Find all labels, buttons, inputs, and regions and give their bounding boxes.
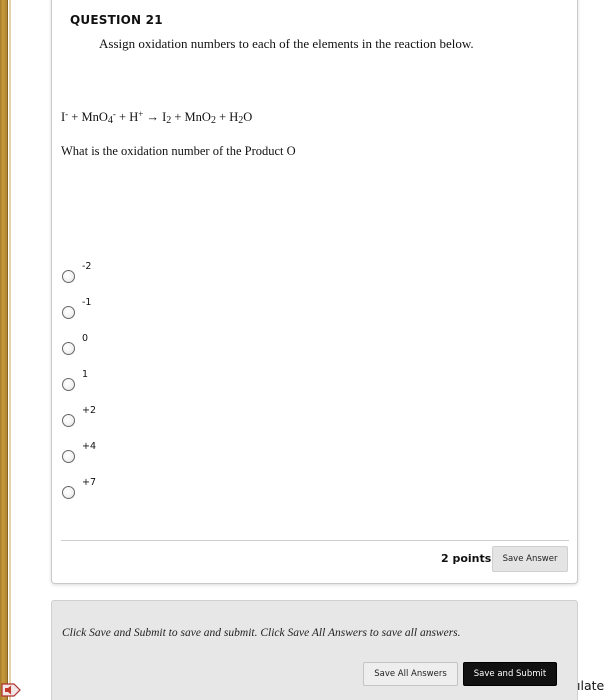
product-water-o: O bbox=[243, 110, 253, 124]
option-label: 1 bbox=[82, 369, 89, 380]
reactant-permanganate-subscript: 4 bbox=[107, 115, 113, 126]
reactant-iodide: I bbox=[61, 110, 66, 124]
answer-option[interactable] bbox=[62, 477, 122, 507]
product-water-h: H bbox=[229, 110, 239, 124]
question-prompt: Assign oxidation numbers to each of the elements in the reaction below. bbox=[99, 36, 474, 51]
question-title: QUESTION 21 bbox=[70, 13, 163, 27]
footer-divider bbox=[61, 540, 569, 541]
submit-panel bbox=[51, 600, 578, 700]
answer-option[interactable] bbox=[62, 297, 122, 327]
product-water-subscript: 2 bbox=[238, 115, 244, 126]
reactant-hydrogen-ion: H bbox=[129, 110, 139, 124]
save-all-answers-button[interactable]: Save All Answers bbox=[363, 662, 458, 686]
save-and-submit-button[interactable]: Save and Submit bbox=[463, 662, 557, 686]
reactant-hydrogen-charge: + bbox=[138, 109, 144, 119]
product-manganese-dioxide-subscript: 2 bbox=[210, 115, 216, 126]
left-rail bbox=[0, 0, 8, 700]
question-card bbox=[51, 0, 578, 584]
product-iodine-subscript: 2 bbox=[166, 115, 172, 126]
reaction-arrow: → bbox=[143, 110, 163, 124]
points-value: 2 points bbox=[441, 552, 492, 565]
truncated-label: ılate bbox=[577, 678, 605, 693]
plus-sign: + bbox=[115, 110, 130, 124]
radio-button[interactable] bbox=[62, 378, 75, 391]
radio-button[interactable] bbox=[62, 450, 75, 463]
speaker-icon-graphic bbox=[0, 680, 22, 700]
product-iodine: I bbox=[162, 110, 167, 124]
answer-option[interactable] bbox=[62, 333, 122, 363]
answer-option[interactable] bbox=[62, 261, 122, 291]
radio-button[interactable] bbox=[62, 270, 75, 283]
subquestion-text: What is the oxidation number of the Product O bbox=[61, 144, 296, 158]
option-label: -1 bbox=[82, 297, 92, 308]
plus-sign: + bbox=[171, 110, 185, 124]
submit-instructions: Click Save and Submit to save and submit. Click Save All Answers to save all answers. bbox=[62, 627, 461, 639]
plus-sign: + bbox=[215, 110, 230, 124]
reactant-permanganate-charge: - bbox=[112, 109, 116, 119]
option-label: -2 bbox=[82, 261, 92, 272]
radio-button[interactable] bbox=[62, 306, 75, 319]
radio-button[interactable] bbox=[62, 342, 75, 355]
plus-sign: + bbox=[68, 110, 82, 124]
reactant-permanganate: MnO bbox=[81, 110, 108, 124]
option-label: +7 bbox=[82, 477, 97, 488]
option-label: +2 bbox=[82, 405, 97, 416]
reactant-iodide-charge: - bbox=[65, 109, 69, 119]
reaction-equation bbox=[61, 109, 252, 126]
save-answer-button[interactable]: Save Answer bbox=[492, 546, 568, 572]
answer-option[interactable] bbox=[62, 369, 122, 399]
product-manganese-dioxide: MnO bbox=[184, 110, 211, 124]
speaker-icon[interactable] bbox=[0, 680, 22, 700]
option-label: 0 bbox=[82, 333, 89, 344]
radio-button[interactable] bbox=[62, 414, 75, 427]
left-rail-highlight bbox=[9, 0, 11, 700]
answer-option[interactable] bbox=[62, 405, 122, 435]
option-label: +4 bbox=[82, 441, 97, 452]
answer-option[interactable] bbox=[62, 441, 122, 471]
radio-button[interactable] bbox=[62, 486, 75, 499]
